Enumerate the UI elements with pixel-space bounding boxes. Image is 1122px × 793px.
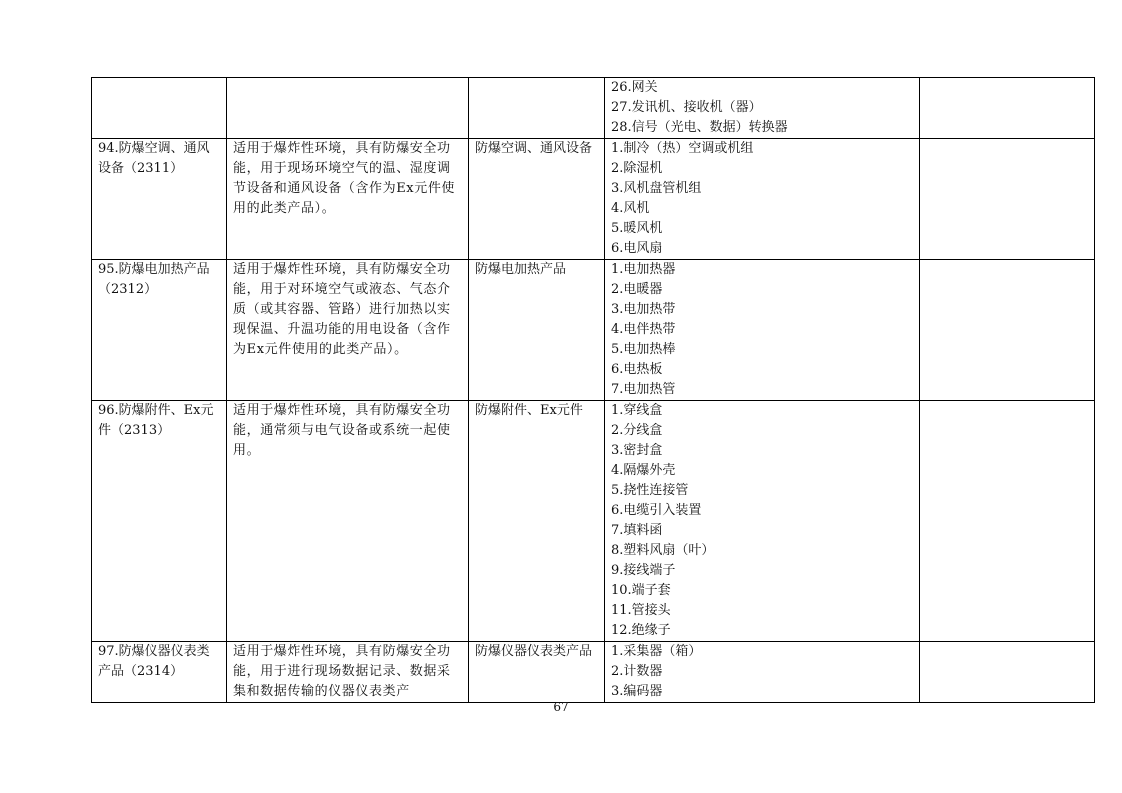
product-item: 2.除湿机 (611, 161, 663, 176)
product-item: 7.电加热管 (611, 382, 676, 397)
product-item: 6.电热板 (611, 362, 663, 377)
product-item: 3.电加热带 (611, 302, 676, 317)
product-name-cell: 95.防爆电加热产品（2312） (92, 260, 227, 401)
product-category-cell: 防爆仪器仪表类产品 (469, 642, 605, 703)
product-catalog-table (91, 77, 1095, 703)
note-cell (920, 139, 1095, 260)
product-item: 2.电暖器 (611, 282, 663, 297)
product-name-cell (92, 78, 227, 139)
page-number: 67 (553, 700, 569, 714)
product-item: 5.挠性连接管 (611, 483, 689, 498)
product-item: 27.发讯机、接收机（器） (611, 100, 762, 115)
table-row (92, 642, 1095, 703)
product-items-cell (605, 139, 920, 260)
product-description-cell (227, 78, 469, 139)
product-item: 9.接线端子 (611, 563, 676, 578)
product-item: 12.绝缘子 (611, 623, 671, 638)
table-row (92, 260, 1095, 401)
product-item: 7.填料函 (611, 523, 663, 538)
note-cell (920, 78, 1095, 139)
product-category-cell: 防爆电加热产品 (469, 260, 605, 401)
note-cell (920, 642, 1095, 703)
product-description-cell: 适用于爆炸性环境，具有防爆安全功能，用于进行现场数据记录、数据采集和数据传输的仪器仪表类产 (227, 642, 469, 703)
product-item: 1.穿线盒 (611, 403, 663, 418)
product-items-cell (605, 78, 920, 139)
product-item: 5.电加热棒 (611, 342, 676, 357)
product-item: 4.电伴热带 (611, 322, 676, 337)
product-item: 8.塑料风扇（叶） (611, 543, 715, 558)
product-item: 1.制冷（热）空调或机组 (611, 141, 754, 156)
product-item: 2.分线盒 (611, 423, 663, 438)
product-item: 4.隔爆外壳 (611, 463, 676, 478)
product-item: 4.风机 (611, 201, 650, 216)
note-cell (920, 401, 1095, 642)
product-description-cell: 适用于爆炸性环境，具有防爆安全功能，用于对环境空气或液态、气态介质（或其容器、管路）进行加热以实现保温、升温功能的用电设备（含作为Ex元件使用的此类产品）。 (227, 260, 469, 401)
product-name-cell: 94.防爆空调、通风设备（2311） (92, 139, 227, 260)
product-item: 1.电加热器 (611, 262, 676, 277)
product-description-cell: 适用于爆炸性环境，具有防爆安全功能，通常须与电气设备或系统一起使用。 (227, 401, 469, 642)
product-category-cell (469, 78, 605, 139)
product-item: 28.信号（光电、数据）转换器 (611, 120, 788, 135)
product-item: 3.编码器 (611, 684, 663, 699)
product-item: 3.密封盒 (611, 443, 663, 458)
product-items-cell (605, 260, 920, 401)
product-item: 2.计数器 (611, 664, 663, 679)
product-item: 1.采集器（箱） (611, 644, 702, 659)
note-cell (920, 260, 1095, 401)
product-name-cell: 97.防爆仪器仪表类产品（2314） (92, 642, 227, 703)
product-name-cell: 96.防爆附件、Ex元件（2313） (92, 401, 227, 642)
product-item: 10.端子套 (611, 583, 671, 598)
product-item: 3.风机盘管机组 (611, 181, 702, 196)
product-item: 6.电缆引入装置 (611, 503, 702, 518)
table-row (92, 78, 1095, 139)
product-category-cell: 防爆附件、Ex元件 (469, 401, 605, 642)
product-item: 11.管接头 (611, 603, 671, 618)
table-row (92, 401, 1095, 642)
product-item: 26.网关 (611, 80, 658, 95)
product-item: 5.暖风机 (611, 221, 663, 236)
product-items-cell (605, 401, 920, 642)
product-item: 6.电风扇 (611, 241, 663, 256)
product-items-cell (605, 642, 920, 703)
product-category-cell: 防爆空调、通风设备 (469, 139, 605, 260)
table-row (92, 139, 1095, 260)
product-description-cell: 适用于爆炸性环境，具有防爆安全功能，用于现场环境空气的温、湿度调节设备和通风设备（含作为Ex元件使用的此类产品）。 (227, 139, 469, 260)
